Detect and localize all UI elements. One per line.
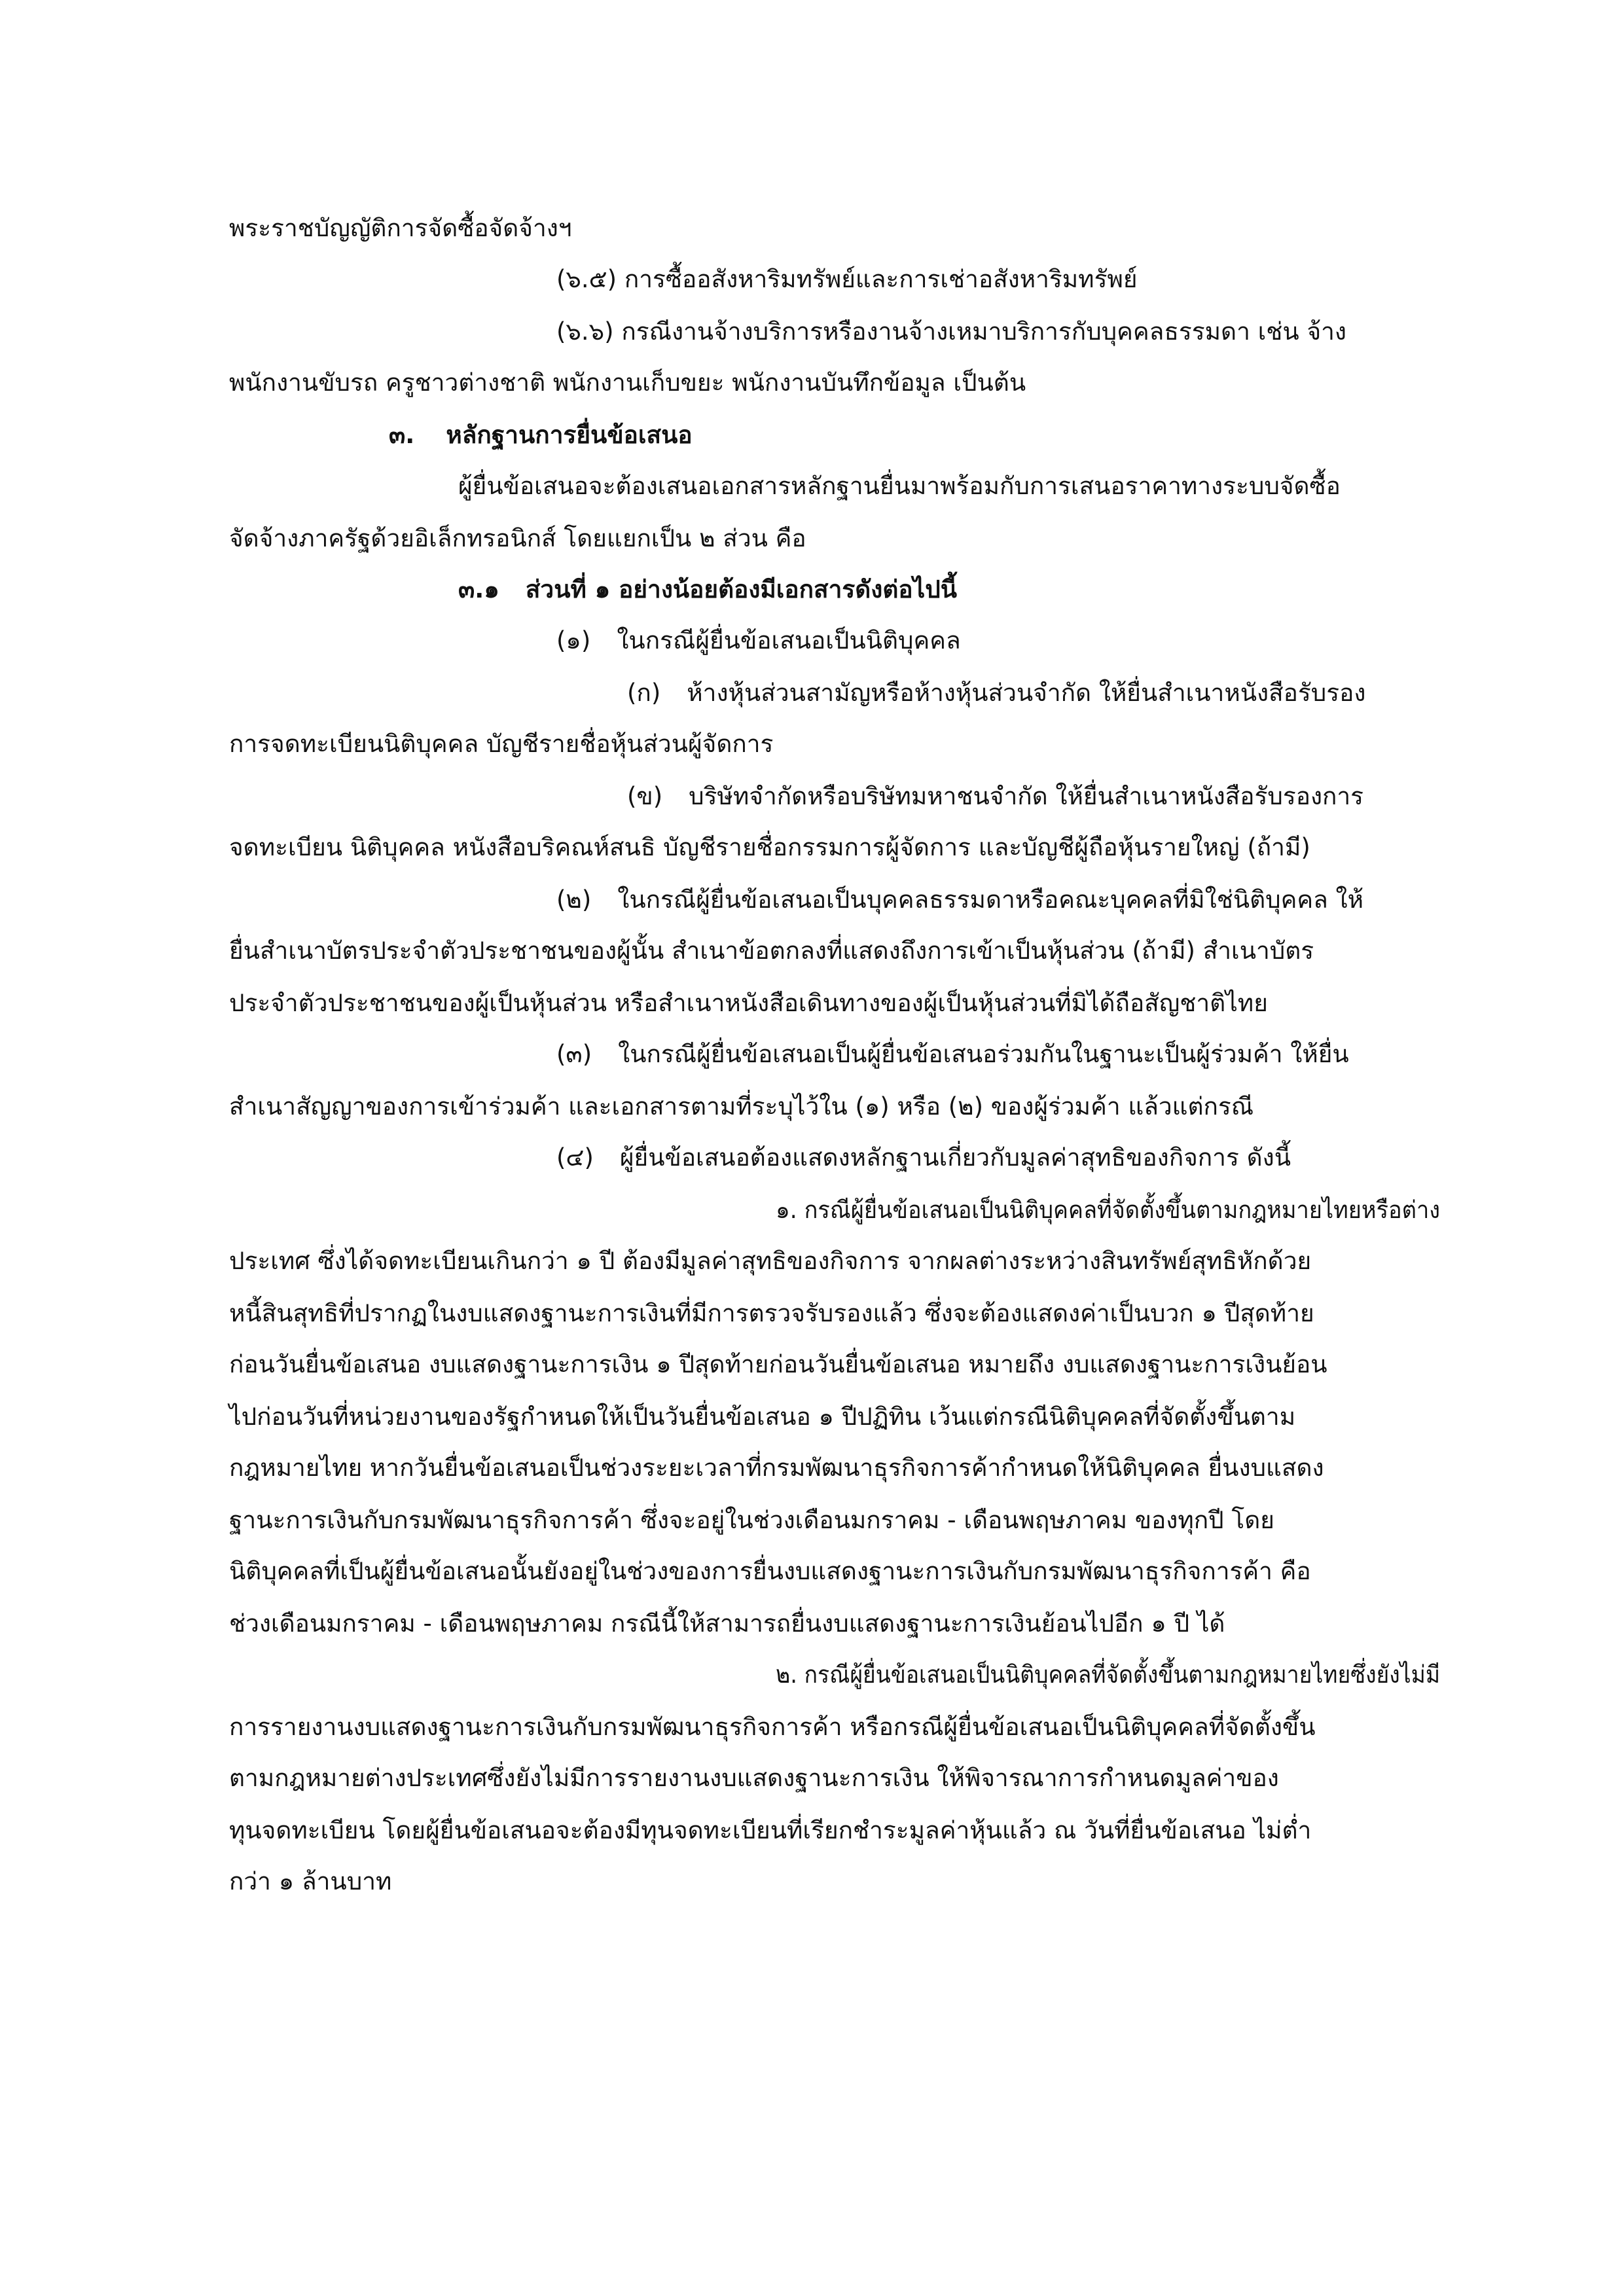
text-line: ๒. กรณีผู้ยื่นข้อเสนอเป็นนิติบุคคลที่จัดตั้งขึ้นตามกฎหมายไทยซึ่งยังไม่มี xyxy=(776,1660,1441,1689)
text-line: พนักงานขับรถ ครูชาวต่างชาติ พนักงานเก็บขยะ พนักงานบันทึกข้อมูล เป็นต้น xyxy=(229,368,1026,397)
item-text: ในกรณีผู้ยื่นข้อเสนอเป็นนิติบุคคล xyxy=(617,626,961,655)
list-item xyxy=(556,628,961,653)
text-line: ประเทศ ซึ่งได้จดทะเบียนเกินกว่า ๑ ปี ต้องมีมูลค่าสุทธิของกิจการ จากผลต่างระหว่างสินทรัพย์สุทธิหักด้วย xyxy=(229,1247,1312,1275)
item-marker: (ข) xyxy=(627,782,663,810)
list-item xyxy=(556,1145,1291,1170)
text-line: ช่วงเดือนมกราคม - เดือนพฤษภาคม กรณีนี้ให้สามารถยื่นงบแสดงฐานะการเงินย้อนไปอีก ๑ ปี ได้ xyxy=(229,1609,1225,1638)
section-number: ๓.๑ xyxy=(458,575,499,603)
item-marker: (๑) xyxy=(556,626,591,655)
section-title: ส่วนที่ ๑ อย่างน้อยต้องมีเอกสารดังต่อไปนี้ xyxy=(525,575,958,603)
item-text: ผู้ยื่นข้อเสนอต้องแสดงหลักฐานเกี่ยวกับมูลค่าสุทธิของกิจการ ดังนี้ xyxy=(619,1143,1291,1172)
text-line: ยื่นสำเนาบัตรประจำตัวประชาชนของผู้นั้น สำเนาข้อตกลงที่แสดงถึงการเข้าเป็นหุ้นส่วน (ถ้ามี) สำเนาบัตร xyxy=(229,937,1314,965)
text-line: พระราชบัญญัติการจัดซื้อจัดจ้างฯ xyxy=(229,214,572,242)
text-line: กว่า ๑ ล้านบาท xyxy=(229,1867,392,1895)
text-line: สำเนาสัญญาของการเข้าร่วมค้า และเอกสารตามที่ระบุไว้ใน (๑) หรือ (๒) ของผู้ร่วมค้า แล้วแต่กรณี xyxy=(229,1092,1254,1121)
item-text: บริษัทจำกัดหรือบริษัทมหาชนจำกัด ให้ยื่นสำเนาหนังสือรับรองการ xyxy=(689,782,1364,810)
text-line: ผู้ยื่นข้อเสนอจะต้องเสนอเอกสารหลักฐานยื่นมาพร้อมกับการเสนอราคาทางระบบจัดซื้อ xyxy=(458,472,1341,500)
text-line: ๑. กรณีผู้ยื่นข้อเสนอเป็นนิติบุคคลที่จัดตั้งขึ้นตามกฎหมายไทยหรือต่าง xyxy=(776,1196,1441,1224)
list-item xyxy=(556,1042,1349,1066)
text-line: จัดจ้างภาครัฐด้วยอิเล็กทรอนิกส์ โดยแยกเป็น ๒ ส่วน คือ xyxy=(229,524,806,552)
section-title: หลักฐานการยื่นข้อเสนอ xyxy=(446,421,693,449)
item-text: ในกรณีผู้ยื่นข้อเสนอเป็นผู้ยื่นข้อเสนอร่วมกันในฐานะเป็นผู้ร่วมค้า ให้ยื่น xyxy=(618,1040,1349,1068)
text-line: ตามกฎหมายต่างประเทศซึ่งยังไม่มีการรายงานงบแสดงฐานะการเงิน ให้พิจารณาการกำหนดมูลค่าของ xyxy=(229,1764,1279,1792)
text-line: ฐานะการเงินกับกรมพัฒนาธุรกิจการค้า ซึ่งจะอยู่ในช่วงเดือนมกราคม - เดือนพฤษภาคม ของทุกปี โดย xyxy=(229,1506,1274,1534)
item-text: ห้างหุ้นส่วนสามัญหรือห้างหุ้นส่วนจำกัด ให้ยื่นสำเนาหนังสือรับรอง xyxy=(687,679,1366,707)
item-marker: (๔) xyxy=(556,1143,594,1172)
section-heading-3 xyxy=(389,423,693,447)
text-line: การจดทะเบียนนิติบุคคล บัญชีรายชื่อหุ้นส่วนผู้จัดการ xyxy=(229,730,774,758)
text-line: นิติบุคคลที่เป็นผู้ยื่นข้อเสนอนั้นยังอยู่ในช่วงของการยื่นงบแสดงฐานะการเงินกับกรมพัฒนาธุรกิจการค้า คือ xyxy=(229,1557,1311,1585)
text-line: กฎหมายไทย หากวันยื่นข้อเสนอเป็นช่วงระยะเวลาที่กรมพัฒนาธุรกิจการค้ากำหนดให้นิติบุคคล ยื่นงบแสดง xyxy=(229,1454,1324,1482)
item-text: ในกรณีผู้ยื่นข้อเสนอเป็นบุคคลธรรมดาหรือคณะบุคคลที่มิใช่นิติบุคคล ให้ xyxy=(617,886,1364,914)
text-line: (๖.๖) กรณีงานจ้างบริการหรืองานจ้างเหมาบริการกับบุคคลธรรมดา เช่น จ้าง xyxy=(556,317,1346,346)
text-line: ก่อนวันยื่นข้อเสนอ งบแสดงฐานะการเงิน ๑ ปีสุดท้ายก่อนวันยื่นข้อเสนอ หมายถึง งบแสดงฐานะการเงินย้อน xyxy=(229,1350,1327,1378)
text-line: จดทะเบียน นิติบุคคล หนังสือบริคณห์สนธิ บัญชีรายชื่อกรรมการผู้จัดการ และบัญชีผู้ถือหุ้นรายใหญ่ (ถ้ามี) xyxy=(229,833,1310,861)
text-line: ประจำตัวประชาชนของผู้เป็นหุ้นส่วน หรือสำเนาหนังสือเดินทางของผู้เป็นหุ้นส่วนที่มิได้ถือสัญชาติไทย xyxy=(229,989,1268,1017)
item-marker: (๒) xyxy=(556,886,592,914)
section-heading-3-1 xyxy=(458,577,957,601)
section-number: ๓. xyxy=(389,421,415,449)
list-item xyxy=(627,681,1365,705)
text-line: ไปก่อนวันที่หน่วยงานของรัฐกำหนดให้เป็นวันยื่นข้อเสนอ ๑ ปีปฏิทิน เว้นแต่กรณีนิติบุคคลที่จัดตั้งขึ้นตาม xyxy=(229,1403,1296,1431)
text-line: (๖.๕) การซื้ออสังหาริมทรัพย์และการเช่าอสังหาริมทรัพย์ xyxy=(556,265,1138,293)
text-line: การรายงานงบแสดงฐานะการเงินกับกรมพัฒนาธุรกิจการค้า หรือกรณีผู้ยื่นข้อเสนอเป็นนิติบุคคลที่จัดตั้งขึ้น xyxy=(229,1713,1316,1741)
item-marker: (๓) xyxy=(556,1040,592,1068)
item-marker: (ก) xyxy=(627,679,661,707)
text-line: หนี้สินสุทธิที่ปรากฏในงบแสดงฐานะการเงินที่มีการตรวจรับรองแล้ว ซึ่งจะต้องแสดงค่าเป็นบวก ๑ ปีสุดท้าย xyxy=(229,1299,1314,1327)
list-item xyxy=(627,784,1363,808)
list-item xyxy=(556,888,1363,912)
text-line: ทุนจดทะเบียน โดยผู้ยื่นข้อเสนอจะต้องมีทุนจดทะเบียนที่เรียกชำระมูลค่าหุ้นแล้ว ณ วันที่ยื่นข้อเสนอ ไม่ต่ำ xyxy=(229,1816,1312,1844)
